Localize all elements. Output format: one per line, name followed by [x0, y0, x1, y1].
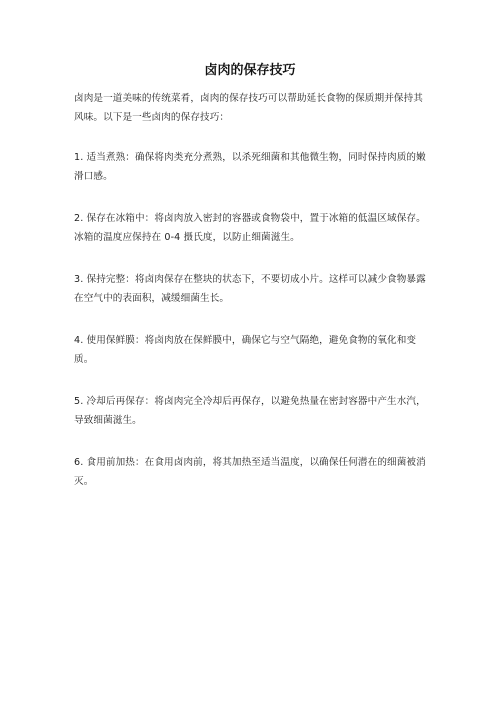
tip-4: 4. 使用保鲜膜：将卤肉放在保鲜膜中，确保它与空气隔绝，避免食物的氧化和变质。 [74, 335, 417, 365]
tip-5: 5. 冷却后再保存：将卤肉完全冷却后再保存，以避免热量在密封容器中产生水汽，导致细菌滋生。 [74, 396, 426, 426]
tip-2: 2. 保存在冰箱中：将卤肉放入密封的容器或食物袋中，置于冰箱的低温区域保存。冰箱的温度应保持在 0-4 摄氏度，以防止细菌滋生。 [74, 213, 426, 243]
tip-1: 1. 适当煮熟：确保将肉类充分煮熟，以杀死细菌和其他微生物，同时保持肉质的嫩滑口感。 [74, 152, 426, 182]
intro-paragraph: 卤肉是一道美味的传统菜肴，卤肉的保存技巧可以帮助延长食物的保质期并保持其风味。以下是一些卤肉的保存技巧： [74, 93, 423, 123]
tip-3: 3. 保持完整：将卤肉保存在整块的状态下，不要切成小片。这样可以减少食物暴露在空气中的表面积，减缓细菌生长。 [74, 274, 426, 304]
document-title: 卤肉的保存技巧 [204, 63, 296, 78]
tip-6: 6. 食用前加热：在食用卤肉前，将其加热至适当温度，以确保任何潜在的细菌被消灭。 [74, 457, 426, 487]
